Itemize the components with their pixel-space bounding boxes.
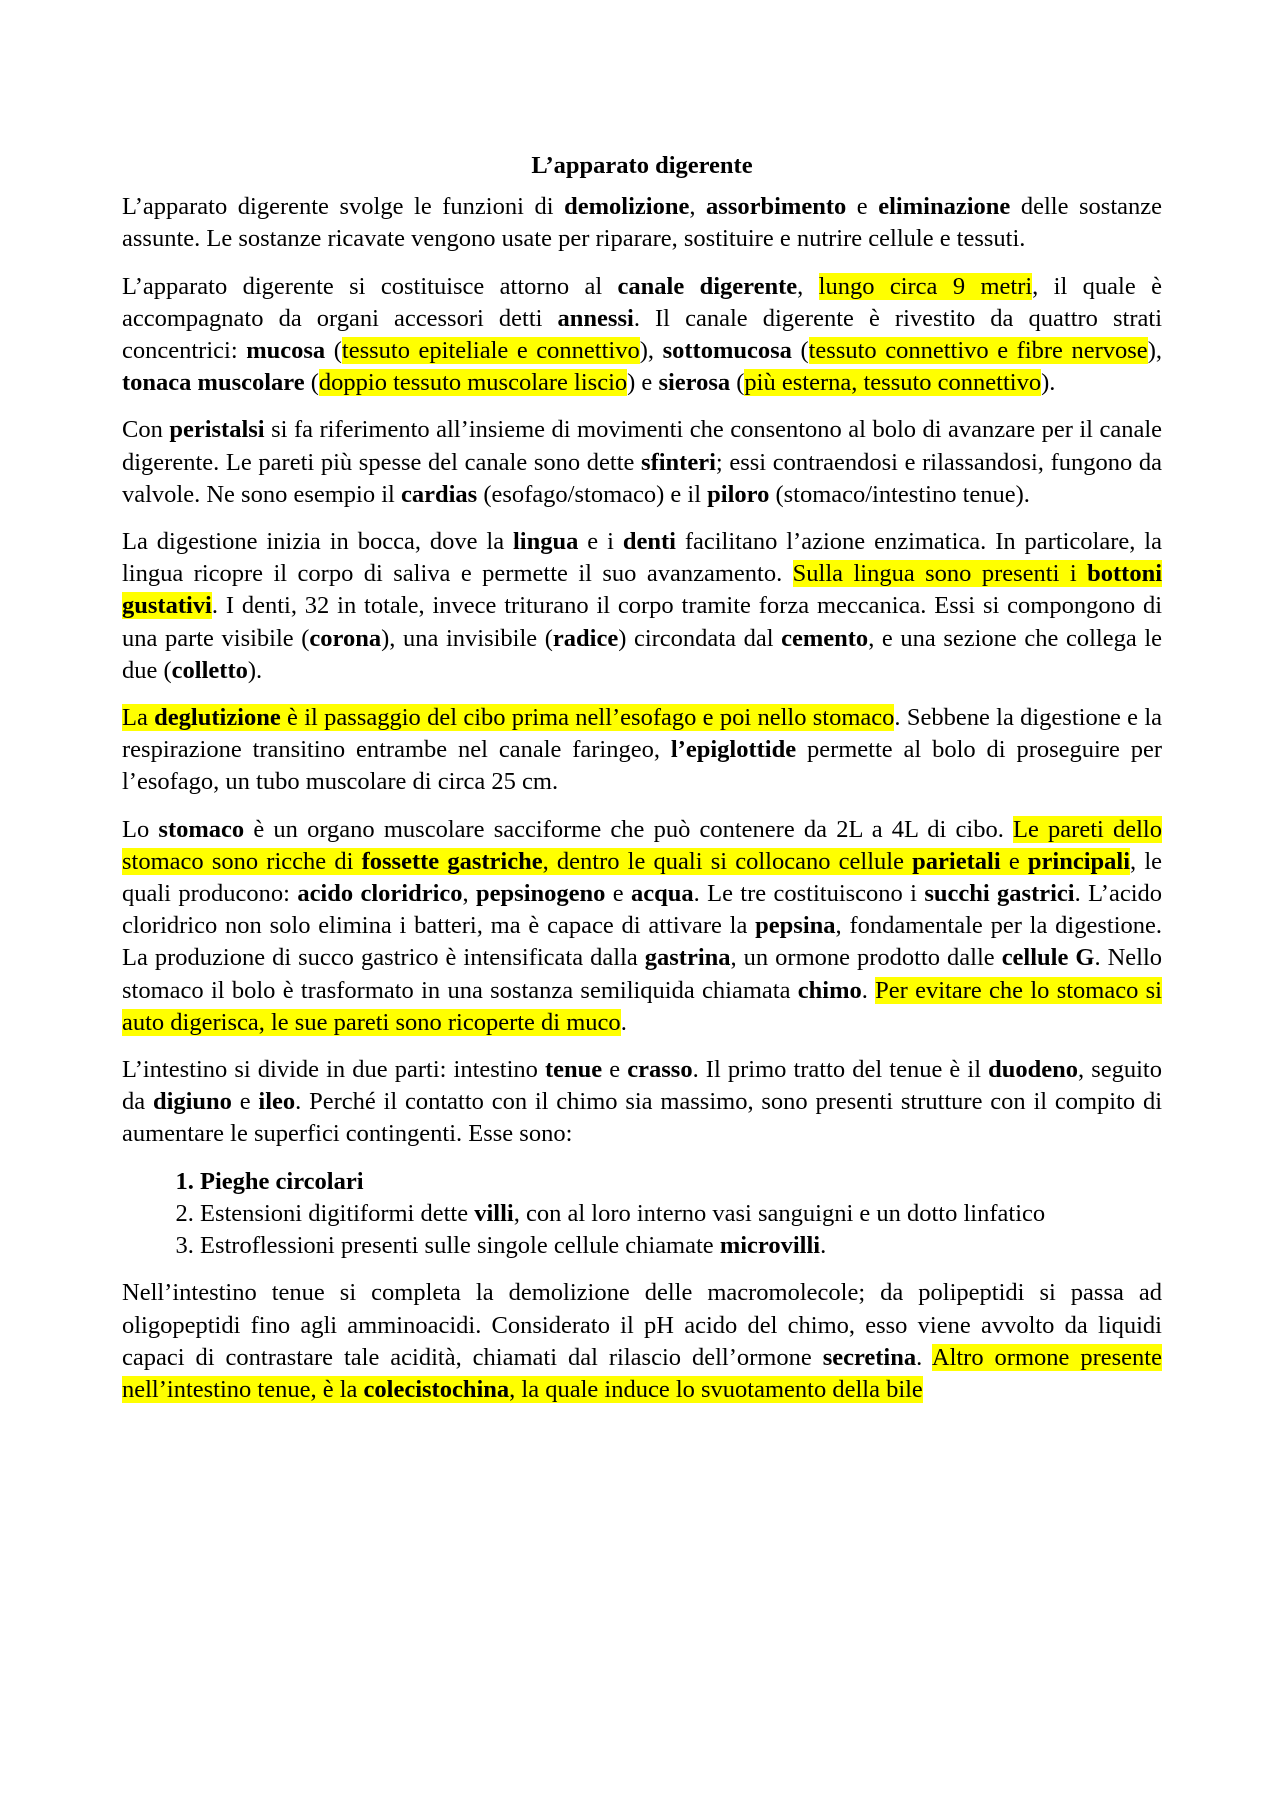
term-pepsina: pepsina	[755, 912, 836, 940]
text: L’intestino si divide in due parti: intestino	[122, 1056, 546, 1084]
text: , seguito da	[122, 1056, 1162, 1116]
text: . Nello stomaco il bolo è trasformato in una sostanza semiliquida chiamata	[122, 944, 1163, 1004]
text: ).	[1041, 369, 1056, 397]
highlight: , la quale induce lo svuotamento della bile	[509, 1375, 923, 1403]
text: . Le tre costituiscono i	[693, 880, 925, 908]
text: ) e	[627, 369, 659, 397]
text: e	[846, 193, 879, 221]
term-lingua: lingua	[513, 528, 579, 556]
paragraph-canale-digerente	[122, 271, 1162, 400]
term-fossette-gastriche: fossette gastriche	[361, 847, 543, 875]
text: L’apparato digerente si costituisce attorno al	[122, 272, 618, 300]
term-digiuno: digiuno	[152, 1088, 232, 1116]
text: si fa riferimento all’insieme di movimenti che consentono al bolo di avanzare per il canale digerente. Le pareti più spesse del canale sono dette	[122, 416, 1162, 476]
term-mucosa: mucosa	[246, 337, 326, 365]
term-succhi-gastrici: succhi gastrici	[924, 880, 1075, 908]
list-item	[200, 1198, 1162, 1230]
text: e	[605, 880, 631, 908]
text: delle sostanze assunte. Le sostanze ricavate vengono usate per riparare, sostituire e nutrire cellule e tessuti.	[122, 193, 1163, 253]
text: e	[602, 1056, 628, 1084]
text: .	[916, 1343, 932, 1371]
text: facilitano l’azione enzimatica. In particolare, la lingua ricopre il corpo di saliva e permette il suo avanzamento.	[122, 528, 1162, 588]
term-annessi: annessi	[557, 304, 634, 332]
term-peristalsi: peristalsi	[169, 416, 265, 444]
text: (stomaco/intestino tenue).	[769, 480, 1030, 508]
term-corona: corona	[309, 624, 382, 652]
text: L’apparato digerente svolge le funzioni di	[122, 193, 565, 221]
text: ),	[1147, 337, 1162, 365]
term-piloro: piloro	[707, 480, 770, 508]
term-principali: principali	[1027, 847, 1131, 875]
term-colecistochina: colecistochina	[363, 1375, 510, 1403]
term-tenue: tenue	[545, 1056, 603, 1084]
text: ; essi contraendosi e rilassandosi, fungono da valvole. Ne sono esempio il	[122, 448, 1163, 508]
term-pieghe-circolari: Pieghe circolari	[200, 1167, 364, 1195]
text: Estroflessioni presenti sulle singole cellule chiamate	[200, 1232, 720, 1260]
term-canale-digerente: canale digerente	[617, 272, 798, 300]
term-stomaco: stomaco	[158, 815, 245, 843]
text: ,	[462, 880, 477, 908]
list-item	[200, 1166, 1162, 1198]
term-crasso: crasso	[627, 1056, 693, 1084]
highlight: Altro ormone presente nell’intestino tenue, è la	[122, 1343, 1162, 1403]
text: (	[325, 337, 342, 365]
term-pepsinogeno: pepsinogeno	[476, 880, 606, 908]
highlight: lungo circa 9 metri	[818, 272, 1033, 300]
highlight: Le pareti dello stomaco sono ricche di	[122, 815, 1162, 875]
text: ,	[689, 193, 707, 221]
highlight: doppio tessuto muscolare liscio	[318, 369, 628, 397]
numbered-list	[122, 1166, 1162, 1263]
text: . Perché il contatto con il chimo sia massimo, sono presenti strutture con il compito di aumentare le superfici contingenti. Esse sono:	[122, 1088, 1163, 1148]
text: Con	[122, 416, 170, 444]
text: , il quale è accompagnato da organi accessori detti	[122, 272, 1162, 332]
paragraph-deglutizione	[122, 702, 1162, 799]
text: . Il canale digerente è rivestito da quattro strati concentrici:	[122, 304, 1163, 365]
document-title: L’apparato digerente	[531, 152, 753, 179]
term-sottomucosa: sottomucosa	[662, 337, 792, 365]
text: , le quali producono:	[122, 847, 1163, 908]
text: .	[861, 976, 876, 1004]
term-microvilli: microvilli	[719, 1232, 821, 1260]
text: ),	[639, 337, 663, 365]
highlight: , dentro le quali si collocano cellule	[542, 847, 913, 875]
text: ), una invisibile (	[381, 624, 553, 652]
term-acido-cloridrico: acido cloridrico	[297, 880, 463, 908]
text: . L’acido cloridrico non solo elimina i batteri, ma è capace di attivare la	[122, 880, 1163, 940]
text: , un ormone prodotto dalle	[730, 944, 1002, 972]
term-cardias: cardias	[400, 480, 478, 508]
text: La digestione inizia in bocca, dove la	[122, 528, 513, 556]
list-item	[200, 1230, 1162, 1262]
paragraph-intro	[122, 191, 1162, 255]
text: ) circondata dal	[618, 624, 782, 652]
text: Lo	[122, 815, 159, 843]
text: .	[620, 1008, 627, 1036]
text: ).	[247, 656, 263, 684]
term-duodeno: duodeno	[988, 1056, 1078, 1084]
text: (	[730, 369, 745, 397]
text: , fondamentale per la digestione. La produzione di succo gastrico è intensificata dalla	[122, 912, 1163, 972]
paragraph-bocca	[122, 526, 1162, 687]
highlight: Sulla lingua sono presenti i	[792, 560, 1088, 588]
term-cemento: cemento	[781, 624, 869, 652]
highlight: e	[1000, 847, 1028, 875]
term-denti: denti	[622, 528, 676, 556]
text: . I denti, 32 in totale, invece triturano il corpo tramite forza meccanica. Essi si compongono di una parte visibile (	[122, 592, 1162, 652]
term-epiglottide: l’epiglottide	[670, 736, 797, 764]
highlight: tessuto connettivo e fibre nervose	[808, 337, 1148, 365]
paragraph-intestino-tenue	[122, 1277, 1162, 1406]
highlight: è il passaggio del cibo prima nell’esofago e poi nello stomaco	[280, 704, 895, 732]
term-parietali: parietali	[912, 847, 1001, 875]
text: , con al loro interno vasi sanguigni e un dotto linfatico	[513, 1199, 1046, 1227]
text: (	[304, 369, 319, 397]
text: Estensioni digitiformi dette	[200, 1199, 475, 1227]
term-tonaca-muscolare: tonaca muscolare	[122, 369, 305, 397]
term-cellule-g: cellule G	[1001, 944, 1095, 972]
term-acqua: acqua	[630, 880, 694, 908]
term-assorbimento: assorbimento	[706, 193, 847, 221]
text: (esofago/stomaco) e il	[477, 480, 708, 508]
paragraph-peristalsi	[122, 414, 1162, 511]
text: permette al bolo di proseguire per l’esofago, un tubo muscolare di circa 25 cm.	[122, 736, 1163, 796]
text: Nell’intestino tenue si completa la demolizione delle macromolecole; da polipeptidi si passa ad oligopeptidi fino agli amminoacidi. Considerato il pH acido del chimo, esso viene avvolto da liquidi capaci di contrastare tale acidità, chiamati dal rilascio dell’ormone	[122, 1279, 1162, 1371]
term-demolizione: demolizione	[564, 193, 690, 221]
term-colletto: colletto	[171, 656, 248, 684]
highlight: Per evitare che lo stomaco si auto digerisca, le sue pareti sono ricoperte di muco	[122, 976, 1162, 1036]
term-sfinteri: sfinteri	[641, 448, 716, 476]
term-deglutizione: deglutizione	[154, 704, 281, 732]
document-page	[122, 150, 1162, 1421]
term-villi: villi	[474, 1199, 514, 1227]
paragraph-stomaco	[122, 814, 1162, 1039]
highlight: La	[122, 704, 155, 732]
term-secretina: secretina	[822, 1343, 917, 1371]
text: ,	[797, 272, 819, 300]
text: e	[231, 1088, 259, 1116]
term-bottoni-gustativi: bottoni gustativi	[122, 560, 1163, 620]
text: .	[820, 1232, 827, 1260]
term-sierosa: sierosa	[658, 369, 731, 397]
text: . Sebbene la digestione e la respirazione transitino entrambe nel canale faringeo,	[122, 704, 1163, 764]
text: , e una sezione che collega le due (	[122, 624, 1162, 684]
text: . Il primo tratto del tenue è il	[692, 1056, 989, 1084]
highlight: più esterna, tessuto connettivo	[744, 369, 1042, 397]
highlight: tessuto epiteliale e connettivo	[341, 337, 640, 365]
text: (	[791, 337, 809, 365]
text: è un organo muscolare sacciforme che può contenere da 2L a 4L di cibo.	[244, 815, 1014, 843]
term-radice: radice	[552, 624, 619, 652]
term-chimo: chimo	[797, 976, 862, 1004]
term-ileo: ileo	[258, 1088, 296, 1116]
term-gastrina: gastrina	[644, 944, 731, 972]
paragraph-intestino	[122, 1054, 1162, 1151]
text: e i	[578, 528, 623, 556]
term-eliminazione: eliminazione	[878, 193, 1011, 221]
